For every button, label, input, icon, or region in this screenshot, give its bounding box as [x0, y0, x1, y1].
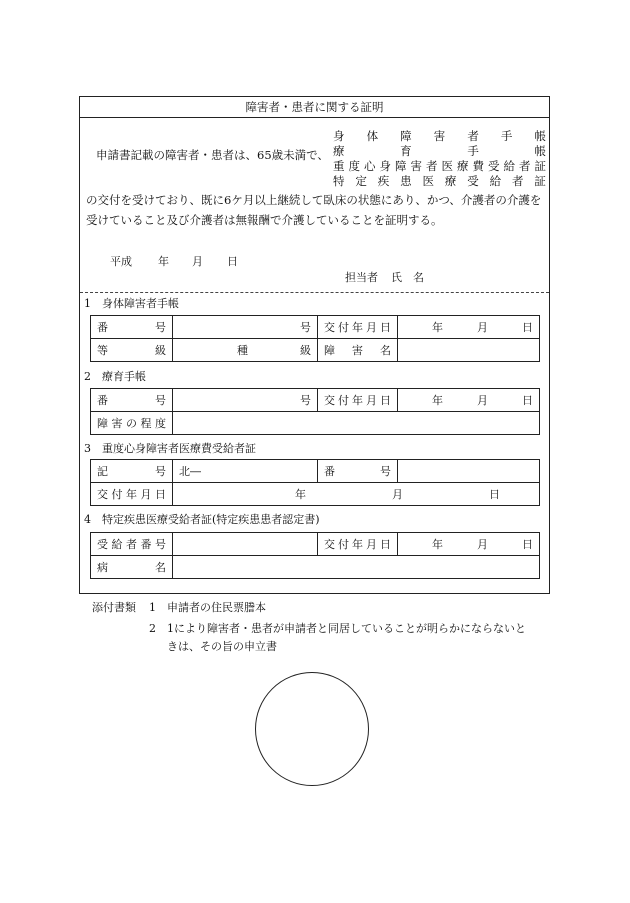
label-number: 番 号 [91, 316, 173, 339]
section-2-heading: 2 療育手帳 [84, 370, 146, 383]
label-number: 番 号 [91, 389, 173, 412]
cert-line-4: 特 定 疾 患 医 療 受 給 者 証 [333, 174, 546, 188]
field-issue-date: 年 月 日 [398, 389, 540, 412]
date-month: 月 [192, 255, 203, 268]
field-disease-name [173, 556, 540, 579]
attach-item-1: 申請者の住民票謄本 [167, 601, 266, 614]
section-3-heading: 3 重度心身障害者医療費受給者証 [84, 442, 256, 455]
label-number: 番 号 [318, 460, 398, 483]
section-1-heading: 1 身体障害者手帳 [84, 297, 179, 310]
label-disability-degree: 障 害 の 程 度 [91, 412, 173, 435]
body-text-line-2: 受けていること及び介護者は無報酬で介護していることを証明する。 [86, 213, 443, 227]
field-disability-name [398, 339, 540, 362]
label-recipient-number: 受 給 者 番 号 [91, 533, 173, 556]
certificate-title: 障害者・患者に関する証明 [79, 96, 550, 118]
label-symbol: 記 号 [91, 460, 173, 483]
field-recipient-number [173, 533, 318, 556]
section-2-table [90, 388, 540, 435]
field-issue-date: 年 月 日 [398, 533, 540, 556]
field-grade: 種 級 [173, 339, 318, 362]
table-row [91, 316, 540, 339]
label-issue-date: 交 付 年 月 日 [318, 316, 398, 339]
table-row [91, 483, 540, 506]
date-year: 年 [158, 255, 169, 268]
section-4-table [90, 532, 540, 579]
attach-item-2-line-1: 1により障害者・患者が申請者と同居していることが明らかにならないと [167, 622, 526, 635]
label-issue-date: 交 付 年 月 日 [318, 533, 398, 556]
certificate-type-list [333, 128, 546, 188]
person-label: 担当者 [345, 271, 378, 284]
field-issue-date: 年 月 日 [173, 483, 540, 506]
attach-label: 添付書類 [92, 601, 136, 614]
label-disease-name: 病 名 [91, 556, 173, 579]
dashed-divider [80, 292, 549, 293]
attach-item-2-number: 2 [149, 622, 156, 635]
field-issue-date: 年 月 日 [398, 316, 540, 339]
table-row [91, 339, 540, 362]
label-issue-date: 交 付 年 月 日 [91, 483, 173, 506]
table-row [91, 460, 540, 483]
cert-line-2: 療 育 手 帳 [333, 144, 546, 158]
date-day: 日 [227, 255, 238, 268]
field-number: 号 [173, 389, 318, 412]
section-1-table [90, 315, 540, 362]
label-issue-date: 交 付 年 月 日 [318, 389, 398, 412]
attach-item-2-line-2: きは、その旨の申立書 [167, 640, 277, 653]
table-row [91, 389, 540, 412]
seal-circle [255, 672, 369, 786]
attach-item-1-number: 1 [149, 601, 156, 614]
field-disability-degree [173, 412, 540, 435]
intro-text: 申請書記載の障害者・患者は、65歳未満で、 [96, 148, 329, 162]
table-row [91, 533, 540, 556]
cert-line-1: 身 体 障 害 者 手 帳 [333, 129, 546, 143]
label-disability-name: 障 害 名 [318, 339, 398, 362]
field-number: 号 [173, 316, 318, 339]
field-number [398, 460, 540, 483]
field-symbol: 北― [173, 460, 318, 483]
cert-line-3: 重 度 心 身 障 害 者 医 療 費 受 給 者 証 [333, 159, 546, 173]
section-3-table [90, 459, 540, 506]
table-row [91, 412, 540, 435]
section-4-heading: 4 特定疾患医療受給者証(特定疾患患者認定書) [84, 513, 320, 526]
body-text-line-1: の交付を受けており、既に6ケ月以上継続して臥床の状態にあり、かつ、介護者の介護を [86, 193, 542, 207]
date-era: 平成 [110, 255, 132, 268]
label-grade: 等 級 [91, 339, 173, 362]
table-row [91, 556, 540, 579]
person-name: 氏 名 [391, 271, 424, 284]
